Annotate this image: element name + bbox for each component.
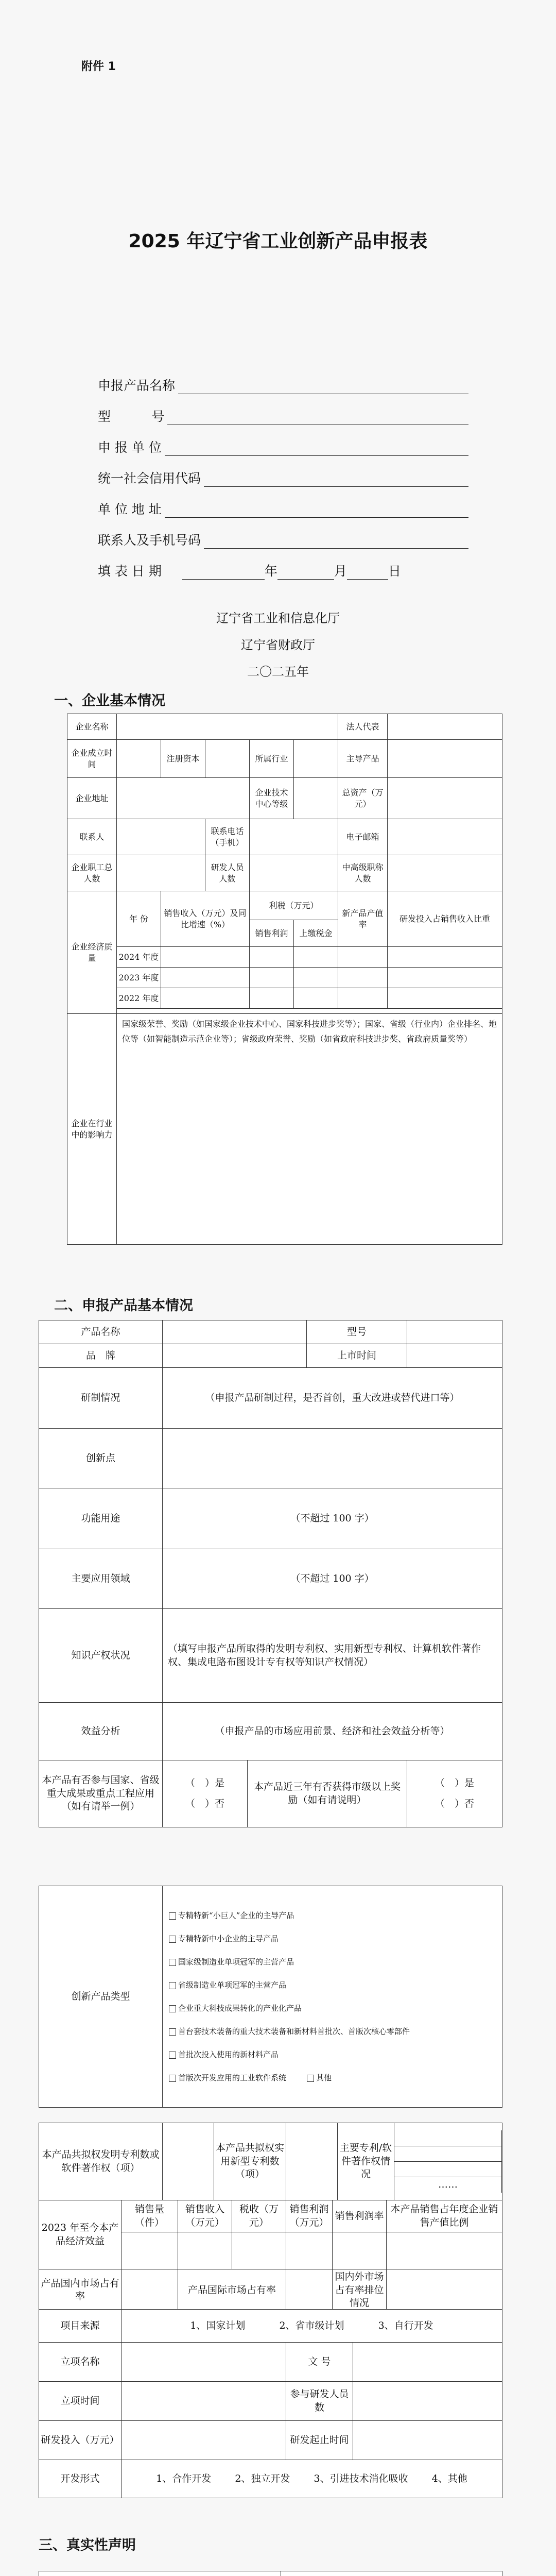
- field-high-edu[interactable]: [388, 855, 502, 891]
- project-table: [39, 2309, 502, 2498]
- label-ip: 知识产权状况: [39, 1609, 163, 1703]
- fill-line[interactable]: [167, 411, 468, 425]
- option-label: 首版次开发应用的工业软件系统: [178, 2073, 287, 2082]
- fill-line[interactable]: [165, 442, 468, 456]
- field-main-product[interactable]: [388, 740, 502, 778]
- label-benefit: 效益分析: [39, 1703, 163, 1760]
- label-application: 主要应用领域: [39, 1549, 163, 1609]
- cell[interactable]: [294, 988, 338, 1009]
- checkbox[interactable]: [169, 1959, 176, 1966]
- field-dom-rank[interactable]: [387, 2269, 502, 2312]
- label-company-name: 企业名称: [67, 714, 117, 740]
- influence-hint[interactable]: 国家级荣誉、奖励（如国家级企业技术中心、国家科技进步奖等）；国家、省级（行业内）企业排名、地位等（如智能制造示范企业等）；省级政府荣誉、奖励（如省政府科技进步奖、省政府质量奖等）: [117, 1014, 502, 1245]
- label-main-patent: 主要专利/软件著作权情况: [338, 2123, 394, 2200]
- source-options: [121, 2310, 502, 2343]
- option-no[interactable]: （ ）否: [435, 1798, 475, 1809]
- cover-label: 申 报 单 位: [98, 440, 162, 455]
- label-project-name: 立项名称: [39, 2343, 121, 2382]
- header-sales-qty: 销售量（件）: [121, 2200, 178, 2232]
- field-dom-share[interactable]: [121, 2269, 178, 2312]
- day-label: 日: [388, 564, 401, 579]
- cell[interactable]: [286, 2232, 333, 2269]
- cover-row-date: [98, 549, 468, 580]
- label-product-name: 产品名称: [39, 1320, 163, 1344]
- cover-label: 填 表 日 期: [98, 564, 162, 579]
- top3-yes-no[interactable]: [407, 1760, 502, 1827]
- product-info-table: [39, 1320, 502, 1827]
- checkbox[interactable]: [169, 2052, 176, 2059]
- option-other[interactable]: 4、其他: [431, 2472, 467, 2484]
- label-utility-count: 本产品共拟权实用新型专利数（项）: [214, 2123, 286, 2200]
- day-line[interactable]: [347, 565, 388, 580]
- cover-form: [98, 363, 468, 580]
- field-project-name[interactable]: [121, 2343, 286, 2382]
- cell[interactable]: [294, 968, 338, 988]
- label-award-question: 本产品有否参与国家、省级重大成果或重点工程应用（如有请举一例）: [39, 1760, 163, 1827]
- cell[interactable]: [388, 947, 502, 968]
- patent-dots: ……: [394, 2177, 502, 2192]
- field-est-time[interactable]: [117, 740, 161, 778]
- cover-row-model: [98, 394, 468, 425]
- cover-row-contact: [98, 518, 468, 549]
- cell[interactable]: [121, 2232, 178, 2269]
- cell[interactable]: [388, 968, 502, 988]
- header-profit-tax: 利税（万元）: [250, 891, 338, 920]
- field-rd-status[interactable]: （申报产品研制过程，是否首创，重大改进或替代进口等）: [163, 1368, 502, 1429]
- dev-options: [121, 2460, 502, 2498]
- label-total-output: 总资产（万元）: [338, 778, 388, 819]
- label-econ-quality: 企业经济质量: [67, 891, 117, 1014]
- cell[interactable]: [387, 2232, 502, 2269]
- type-option-4[interactable]: [169, 1974, 500, 1997]
- field-rd-people[interactable]: [353, 2382, 502, 2421]
- cell[interactable]: [333, 2232, 387, 2269]
- field-legal-rep[interactable]: [388, 714, 502, 740]
- patent-list: [394, 2130, 502, 2192]
- row-year-2024: 2024 年度: [117, 947, 161, 968]
- fill-line[interactable]: [204, 472, 468, 487]
- type-option-5[interactable]: [169, 1997, 500, 2020]
- cover-label: 联系人及手机号码: [98, 533, 201, 548]
- type-option-8[interactable]: [169, 2066, 500, 2090]
- checkbox[interactable]: [307, 2075, 314, 2082]
- field-intl-share[interactable]: [286, 2269, 333, 2312]
- cover-label: 申报产品名称: [98, 378, 176, 393]
- label-legal-rep: 法人代表: [338, 714, 388, 740]
- field-rd-period[interactable]: [353, 2421, 502, 2460]
- patent-line[interactable]: [394, 2146, 502, 2161]
- option-label: 专精特新中小企业的主导产品: [178, 1934, 279, 1943]
- header-profit-rate: 销售利润率: [333, 2200, 387, 2232]
- option-label: 国家级制造业单项冠军的主营产品: [178, 1957, 294, 1967]
- checkbox[interactable]: [169, 2005, 176, 2012]
- cell[interactable]: [161, 968, 250, 988]
- type-option-6[interactable]: [169, 2020, 500, 2043]
- field-function[interactable]: （不超过 100 字）: [163, 1488, 502, 1549]
- cell[interactable]: [250, 988, 294, 1009]
- year-label: 年: [264, 564, 277, 579]
- fill-line[interactable]: [165, 503, 468, 518]
- cover-label: 统一社会信用代码: [98, 471, 201, 486]
- patent-line[interactable]: [394, 2130, 502, 2146]
- company-info-table: [67, 714, 502, 1245]
- checkbox[interactable]: [169, 1982, 176, 1989]
- type-option-3[interactable]: [169, 1951, 500, 1974]
- label-top3-question: 本产品近三年有否获得市级以上奖励（如有请说明）: [248, 1760, 407, 1827]
- option-yes[interactable]: （ ）是: [435, 1777, 475, 1789]
- label-launch-time: 上市时间: [307, 1344, 407, 1368]
- label-reg-capital: 注册资本: [161, 740, 205, 778]
- cell[interactable]: [161, 988, 250, 1009]
- label-source: 项目来源: [39, 2310, 121, 2343]
- patent-table: [39, 2123, 502, 2200]
- field-rd-invest[interactable]: [121, 2421, 286, 2460]
- field-innovation[interactable]: [163, 1429, 502, 1488]
- option-cooperative[interactable]: 1、合作开发: [156, 2472, 212, 2484]
- field-reg-capital[interactable]: [205, 740, 250, 778]
- product-type-options: [163, 1886, 502, 2108]
- label-dom-rank: 国内外市场占有率排位情况: [333, 2269, 387, 2312]
- field-company-name[interactable]: [117, 714, 338, 740]
- label-dom-share: 产品国内市场占有率: [39, 2269, 121, 2312]
- cell[interactable]: [161, 947, 250, 968]
- header-rd-ratio: 研发投入占销售收入比重: [388, 891, 502, 947]
- label-main-product: 主导产品: [338, 740, 388, 778]
- header-new-product-rate: 新产品产值率: [338, 891, 388, 947]
- label-innovation: 创新点: [39, 1429, 163, 1488]
- header-profit: 销售利润（万元）: [286, 2200, 333, 2232]
- type-option-1[interactable]: [169, 1904, 500, 1927]
- label-address: 企业地址: [67, 778, 117, 819]
- label-contact: 联系人: [67, 819, 117, 855]
- option-label: 企业重大科技成果转化的产业化产品: [178, 2003, 302, 2013]
- fill-line[interactable]: [178, 380, 468, 394]
- field-contact[interactable]: [117, 819, 205, 855]
- field-doc-no[interactable]: [353, 2343, 502, 2382]
- label-dev-mode: 开发形式: [39, 2460, 121, 2498]
- field-main-patent[interactable]: [394, 2123, 502, 2200]
- label-staff: 企业职工总人数: [67, 855, 117, 891]
- cell[interactable]: [232, 2232, 286, 2269]
- label-rd-people: 参与研发人员数: [286, 2382, 353, 2421]
- field-ip[interactable]: （填写申报产品所取得的发明专利权、实用新型专利权、计算机软件著作权、集成电路布图设计专有权等知识产权情况）: [163, 1609, 502, 1703]
- field-product-name[interactable]: [163, 1320, 307, 1344]
- label-intl-share: 产品国际市场占有率: [178, 2269, 286, 2312]
- economic-table: [39, 2200, 502, 2312]
- label-project-time: 立项时间: [39, 2382, 121, 2421]
- org-name-2: 辽宁省财政厅: [241, 638, 315, 652]
- option-import[interactable]: 3、引进技术消化吸收: [314, 2472, 408, 2484]
- month-line[interactable]: [277, 565, 334, 580]
- label-rd-invest: 研发投入（万元）: [39, 2421, 121, 2460]
- header-sales-profit: 销售利润: [250, 920, 294, 947]
- month-label: 月: [334, 564, 347, 579]
- label-brand: 品 牌: [39, 1344, 163, 1368]
- page-title: 2025 年辽宁省工业创新产品申报表: [128, 231, 428, 252]
- row-year-2023: 2023 年度: [117, 968, 161, 988]
- label-industry: 所属行业: [250, 740, 294, 778]
- section-3-heading: 三、真实性声明: [39, 2537, 136, 2553]
- annex-label: 附件 1: [81, 60, 116, 73]
- checkbox[interactable]: [169, 1936, 176, 1943]
- year-line[interactable]: [182, 565, 265, 580]
- product-type-table: [39, 1886, 502, 2108]
- label-function: 功能用途: [39, 1488, 163, 1549]
- spacer: [117, 1009, 502, 1014]
- cover-row-applicant: [98, 425, 468, 456]
- field-rd-staff[interactable]: [250, 855, 338, 891]
- declaration-right: [281, 2571, 502, 2576]
- cell[interactable]: [178, 2232, 232, 2269]
- declaration-table: [39, 2571, 502, 2576]
- label-patent-count: 本产品共拟权发明专利数或软件著作权（项）: [39, 2123, 163, 2200]
- field-brand[interactable]: [163, 1344, 307, 1368]
- section-2-heading: 二、申报产品基本情况: [54, 1298, 193, 1314]
- field-launch-time[interactable]: [407, 1344, 502, 1368]
- org-year: 二〇二五年: [247, 665, 309, 679]
- option-label-other: 其他: [316, 2073, 332, 2082]
- label-tech-center: 企业技术中心等级: [250, 778, 294, 819]
- cell[interactable]: [294, 947, 338, 968]
- type-option-7[interactable]: [169, 2043, 500, 2066]
- field-address[interactable]: [117, 778, 250, 819]
- label-email: 电子邮箱: [338, 819, 388, 855]
- award-yes-no[interactable]: [163, 1760, 248, 1827]
- declaration-left: [39, 2571, 281, 2576]
- option-label: 首批次投入使用的新材料产品: [178, 2049, 279, 2059]
- checkbox[interactable]: [169, 1912, 176, 1920]
- label-econ-benefit: 2023 年至今本产品经济效益: [39, 2200, 121, 2269]
- cover-row-address: [98, 487, 468, 518]
- header-tax: 税收（万元）: [232, 2200, 286, 2232]
- option-self[interactable]: 3、自行开发: [378, 2319, 433, 2331]
- header-tax-paid: 上缴税金: [294, 920, 338, 947]
- fill-line[interactable]: [204, 534, 468, 549]
- field-patent-count[interactable]: [163, 2123, 214, 2200]
- option-provincial[interactable]: 2、省市级计划: [279, 2319, 344, 2331]
- label-rd-status: 研制情况: [39, 1368, 163, 1429]
- header-sales-rev: 销售收入（万元）: [178, 2200, 232, 2232]
- checkbox[interactable]: [169, 2075, 176, 2082]
- option-no[interactable]: （ ）否: [185, 1798, 224, 1809]
- cell[interactable]: [338, 968, 388, 988]
- patent-line[interactable]: [394, 2161, 502, 2177]
- option-label: 专精特新“小巨人”企业的主导产品: [178, 1910, 294, 1920]
- label-est-time: 企业成立时间: [67, 740, 117, 778]
- cell[interactable]: [250, 968, 294, 988]
- label-high-edu: 中高级职称人数: [338, 855, 388, 891]
- cell[interactable]: [338, 947, 388, 968]
- org-name-1: 辽宁省工业和信息化厅: [216, 611, 340, 625]
- cell[interactable]: [250, 947, 294, 968]
- field-benefit[interactable]: （申报产品的市场应用前景、经济和社会效益分析等）: [163, 1703, 502, 1760]
- header-year: 年 份: [117, 891, 161, 947]
- type-option-2[interactable]: [169, 1927, 500, 1951]
- field-industry[interactable]: [294, 740, 338, 778]
- label-product-type: 创新产品类型: [39, 1886, 163, 2108]
- label-phone: 联系电话（手机）: [205, 819, 250, 855]
- cover-row-credit: [98, 456, 468, 487]
- label-model: 型号: [307, 1320, 407, 1344]
- header-revenue: 销售收入（万元）及同比增速（%）: [161, 891, 250, 947]
- field-model[interactable]: [407, 1320, 502, 1344]
- header-share: 本产品销售占年度企业销售产值比例: [387, 2200, 502, 2232]
- field-phone[interactable]: [250, 819, 338, 855]
- cell[interactable]: [388, 988, 502, 1009]
- option-label: 省级制造业单项冠军的主营产品: [178, 1980, 287, 1990]
- cover-label: 单 位 地 址: [98, 502, 162, 517]
- field-total-output[interactable]: [388, 778, 502, 819]
- cell[interactable]: [338, 988, 388, 1009]
- label-rd-period: 研发起止时间: [286, 2421, 353, 2460]
- field-email[interactable]: [388, 819, 502, 855]
- cover-row-product: [98, 363, 468, 394]
- field-application[interactable]: （不超过 100 字）: [163, 1549, 502, 1609]
- option-label: 首台套技术装备的重大技术装备和新材料首批次、首版次核心零部件: [178, 2026, 410, 2036]
- field-tech-center[interactable]: [294, 778, 338, 819]
- label-doc-no: 文 号: [286, 2343, 353, 2382]
- cover-label: 型 号: [98, 409, 165, 424]
- option-independent[interactable]: 2、独立开发: [235, 2472, 290, 2484]
- label-influence: 企业在行业中的影响力: [67, 1014, 117, 1245]
- label-rd-staff: 研发人员人数: [205, 855, 250, 891]
- checkbox[interactable]: [169, 2028, 176, 2036]
- option-national[interactable]: 1、国家计划: [190, 2319, 246, 2331]
- field-staff[interactable]: [117, 855, 205, 891]
- option-yes[interactable]: （ ）是: [185, 1777, 224, 1789]
- section-1-heading: 一、企业基本情况: [54, 693, 165, 709]
- field-utility-count[interactable]: [286, 2123, 338, 2200]
- row-year-2022: 2022 年度: [117, 988, 161, 1009]
- field-project-time[interactable]: [121, 2382, 286, 2421]
